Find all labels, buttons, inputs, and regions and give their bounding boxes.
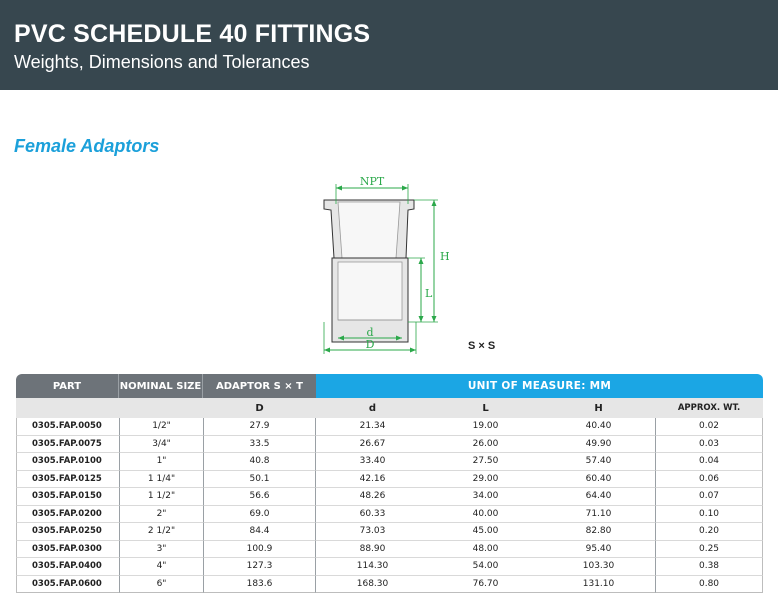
- cell-wt: 0.06: [655, 471, 763, 489]
- page-subtitle: Weights, Dimensions and Tolerances: [14, 52, 310, 73]
- table-row: [16, 523, 763, 541]
- cell-part: 0305.FAP.0400: [16, 558, 119, 576]
- cell-D: 127.3: [203, 558, 316, 576]
- cell-wt: 0.20: [655, 523, 763, 541]
- adaptor-bore: [338, 202, 400, 258]
- cell-L: 48.00: [429, 541, 542, 559]
- npt-label: NPT: [360, 175, 385, 188]
- cell-L: 29.00: [429, 471, 542, 489]
- cell-H: 131.10: [542, 576, 655, 593]
- subheader-L: L: [429, 398, 542, 418]
- table-row: [16, 576, 763, 593]
- cell-L: 45.00: [429, 523, 542, 541]
- cell-part: 0305.FAP.0100: [16, 453, 119, 471]
- subheader-H: H: [542, 398, 655, 418]
- cell-L: 54.00: [429, 558, 542, 576]
- cell-part: 0305.FAP.0200: [16, 506, 119, 524]
- cell-d: 73.03: [316, 523, 429, 541]
- adaptor-socket: [338, 262, 402, 320]
- cell-D: 56.6: [203, 488, 316, 506]
- cell-size: 4": [119, 558, 203, 576]
- cell-wt: 0.02: [655, 418, 763, 436]
- cell-part: 0305.FAP.0050: [16, 418, 119, 436]
- cell-wt: 0.03: [655, 436, 763, 454]
- table-body: [16, 418, 763, 593]
- subheader-D: D: [203, 398, 316, 418]
- cell-size: 3": [119, 541, 203, 559]
- cell-size: 2 1/2": [119, 523, 203, 541]
- cell-D: 40.8: [203, 453, 316, 471]
- female-adaptor-diagram: [310, 172, 460, 362]
- cell-wt: 0.25: [655, 541, 763, 559]
- cell-size: 2": [119, 506, 203, 524]
- cell-d: 114.30: [316, 558, 429, 576]
- cell-L: 40.00: [429, 506, 542, 524]
- cell-wt: 0.38: [655, 558, 763, 576]
- page-header: [0, 0, 778, 90]
- table-row: [16, 541, 763, 559]
- subheader-approx-wt: APPROX. WT.: [655, 398, 763, 418]
- header-unit-of-measure: UNIT OF MEASURE: MM: [316, 374, 763, 398]
- cell-part: 0305.FAP.0250: [16, 523, 119, 541]
- l-label: L: [425, 287, 433, 300]
- cell-H: 60.40: [542, 471, 655, 489]
- cell-L: 76.70: [429, 576, 542, 593]
- cell-D: 50.1: [203, 471, 316, 489]
- cell-size: 1": [119, 453, 203, 471]
- table-row: [16, 471, 763, 489]
- section-title: Female Adaptors: [14, 136, 159, 157]
- table-subheader-row: [16, 398, 763, 418]
- cell-wt: 0.04: [655, 453, 763, 471]
- cell-size: 1 1/2": [119, 488, 203, 506]
- subheader-d: d: [316, 398, 429, 418]
- cell-part: 0305.FAP.0300: [16, 541, 119, 559]
- page-title: PVC SCHEDULE 40 FITTINGS: [14, 20, 370, 49]
- cell-part: 0305.FAP.0075: [16, 436, 119, 454]
- table-row: [16, 488, 763, 506]
- cell-size: 1/2": [119, 418, 203, 436]
- cell-H: 64.40: [542, 488, 655, 506]
- cell-d: 60.33: [316, 506, 429, 524]
- cell-part: 0305.FAP.0150: [16, 488, 119, 506]
- cell-d: 42.16: [316, 471, 429, 489]
- cell-H: 57.40: [542, 453, 655, 471]
- cell-D: 69.0: [203, 506, 316, 524]
- cell-size: 3/4": [119, 436, 203, 454]
- cell-H: 95.40: [542, 541, 655, 559]
- cell-part: 0305.FAP.0125: [16, 471, 119, 489]
- cell-H: 49.90: [542, 436, 655, 454]
- cell-d: 88.90: [316, 541, 429, 559]
- cell-L: 19.00: [429, 418, 542, 436]
- cell-H: 82.80: [542, 523, 655, 541]
- cell-L: 34.00: [429, 488, 542, 506]
- dimensions-table: [16, 374, 763, 593]
- cell-size: 1 1/4": [119, 471, 203, 489]
- header-part: PART: [16, 374, 119, 398]
- cell-wt: 0.07: [655, 488, 763, 506]
- cell-d: 48.26: [316, 488, 429, 506]
- table-header-row: [16, 374, 763, 398]
- cell-D: 183.6: [203, 576, 316, 593]
- connection-type-caption: S × S: [468, 340, 495, 352]
- cell-D: 100.9: [203, 541, 316, 559]
- cell-d: 168.30: [316, 576, 429, 593]
- cell-d: 33.40: [316, 453, 429, 471]
- table-row: [16, 418, 763, 436]
- header-nominal-size: NOMINAL SIZE: [119, 374, 203, 398]
- table-row: [16, 436, 763, 454]
- cell-H: 71.10: [542, 506, 655, 524]
- table-row: [16, 558, 763, 576]
- header-adaptor: ADAPTOR S × T: [203, 374, 316, 398]
- cell-L: 27.50: [429, 453, 542, 471]
- cell-wt: 0.10: [655, 506, 763, 524]
- cell-d: 21.34: [316, 418, 429, 436]
- cell-wt: 0.80: [655, 576, 763, 593]
- cell-d: 26.67: [316, 436, 429, 454]
- cell-H: 103.30: [542, 558, 655, 576]
- h-label: H: [440, 250, 450, 263]
- cell-D: 84.4: [203, 523, 316, 541]
- table-row: [16, 453, 763, 471]
- cell-D: 27.9: [203, 418, 316, 436]
- d-big-label: D: [366, 338, 375, 351]
- cell-H: 40.40: [542, 418, 655, 436]
- d-small-label: d: [366, 326, 373, 339]
- cell-size: 6": [119, 576, 203, 593]
- table-row: [16, 506, 763, 524]
- cell-D: 33.5: [203, 436, 316, 454]
- cell-L: 26.00: [429, 436, 542, 454]
- cell-part: 0305.FAP.0600: [16, 576, 119, 593]
